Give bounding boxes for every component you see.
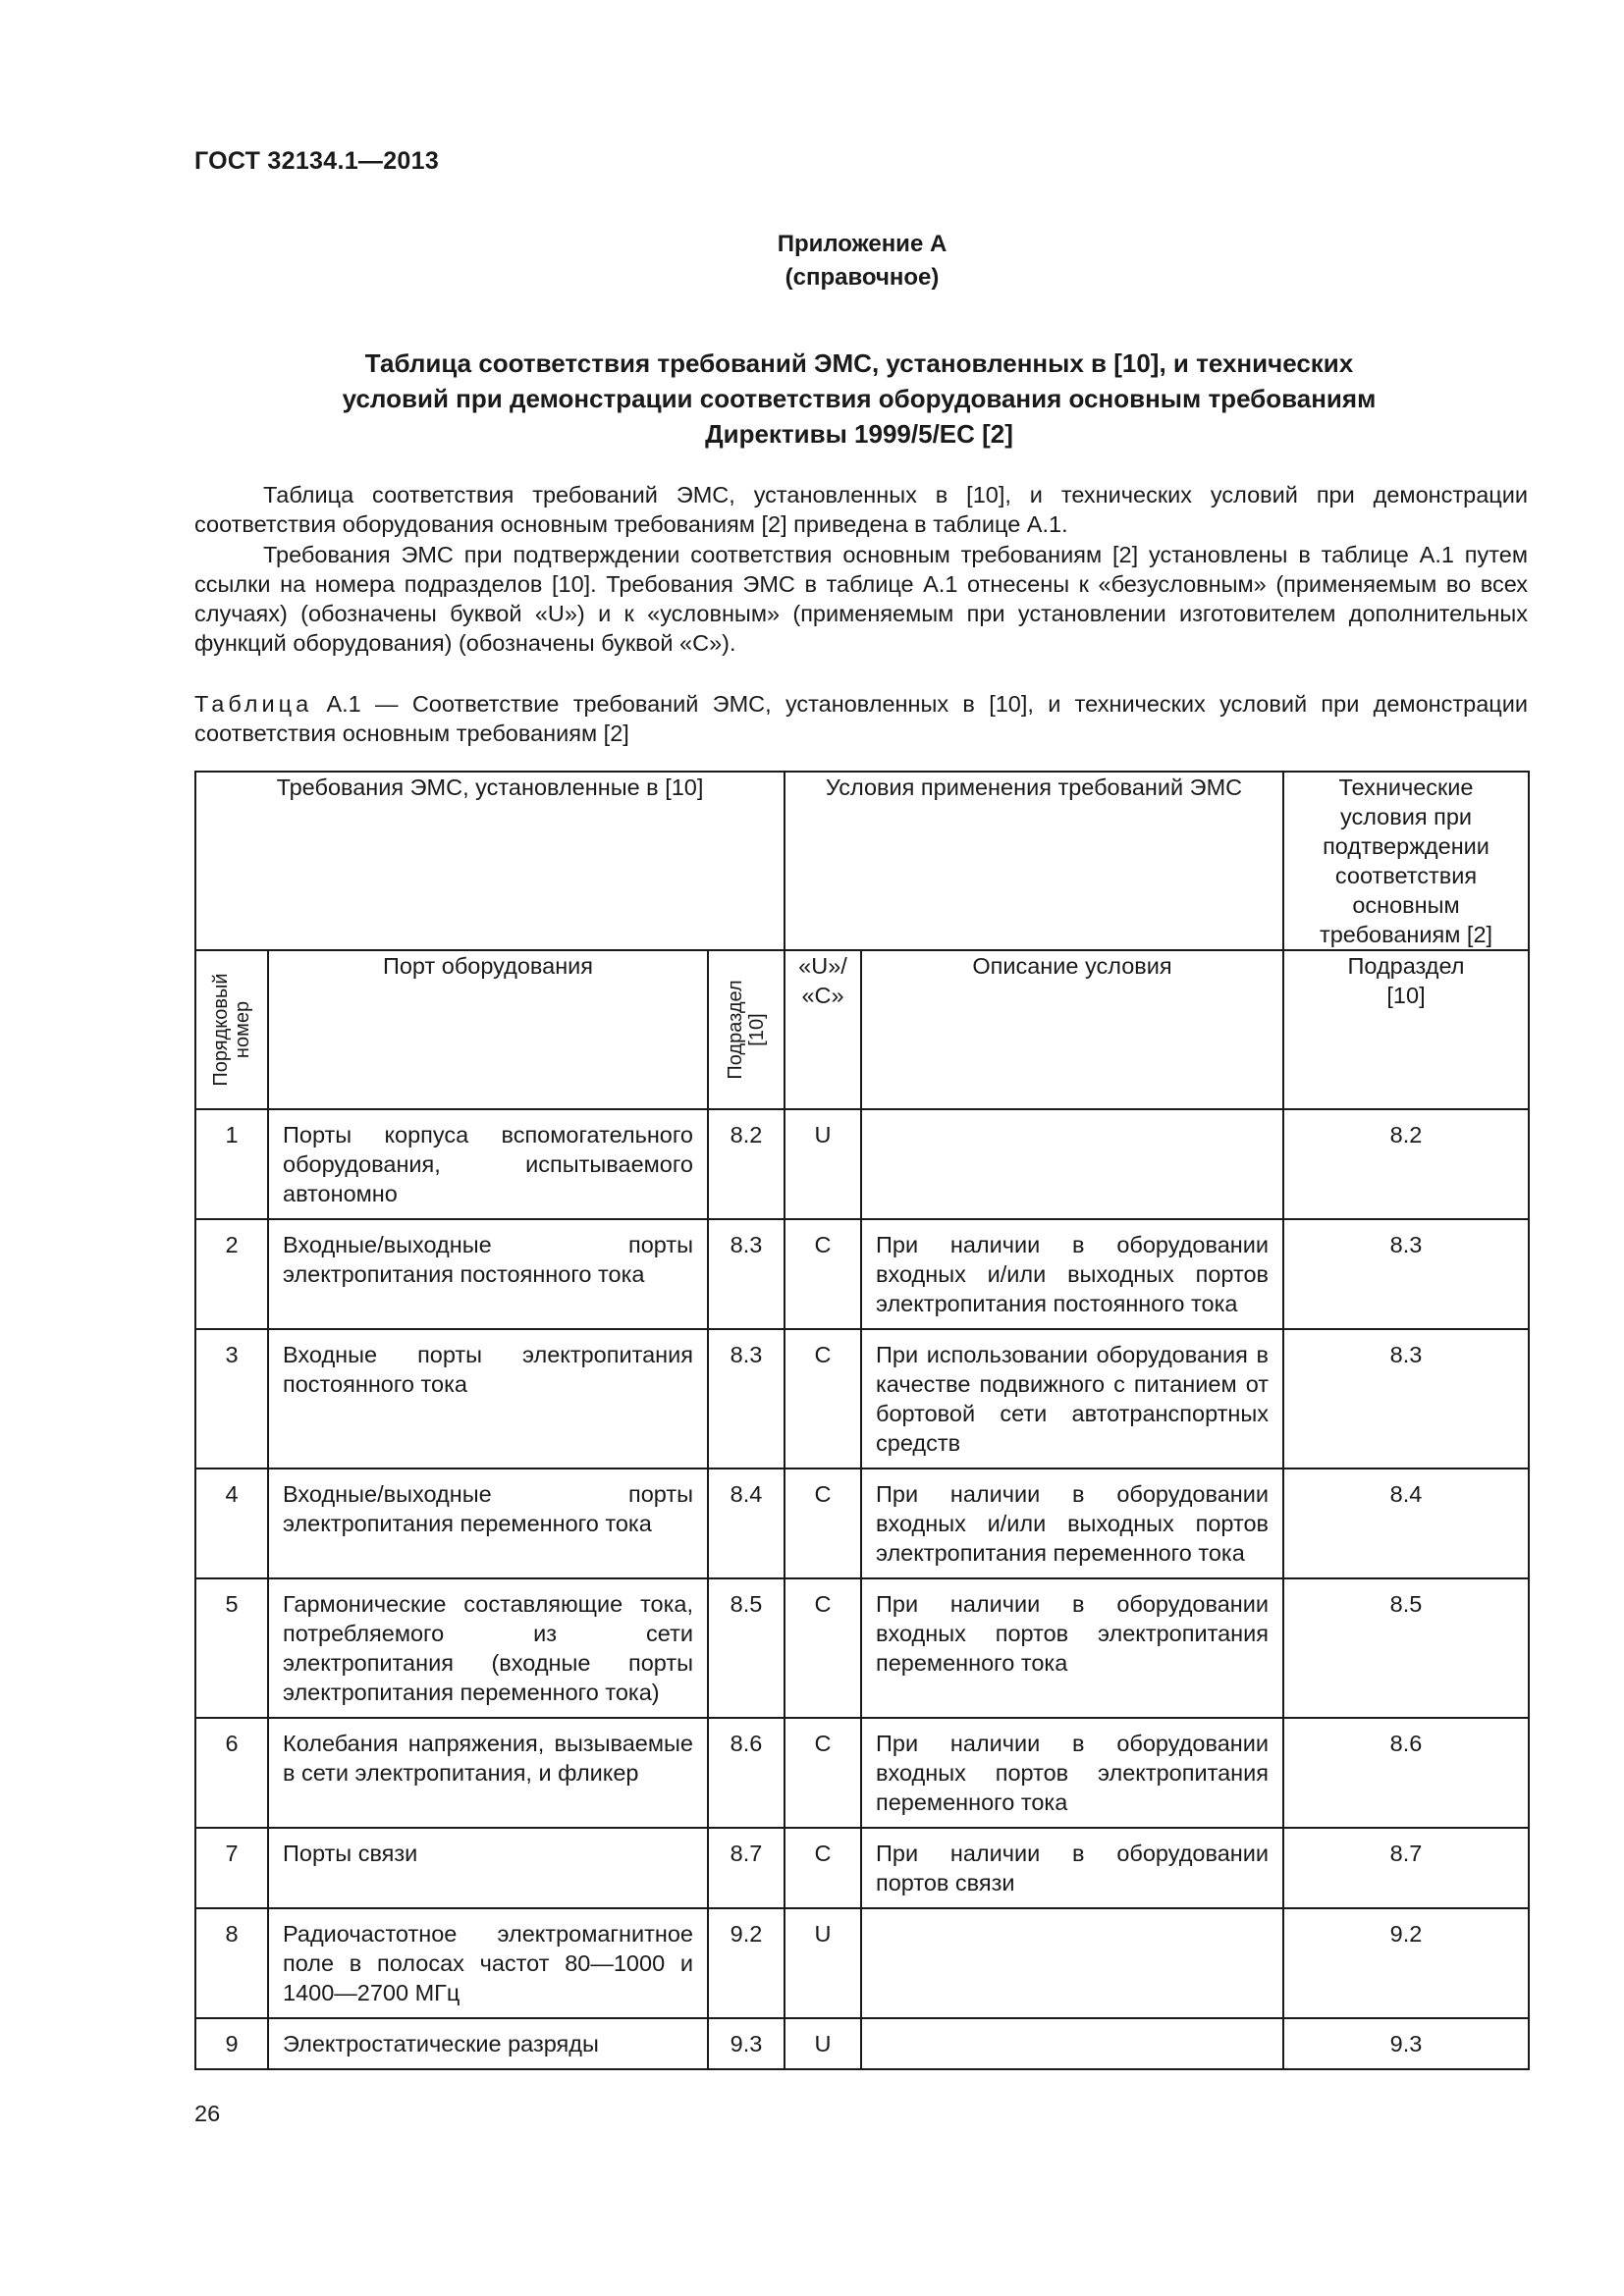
row-subsection: 8.6 bbox=[708, 1718, 785, 1828]
table-row bbox=[195, 1578, 1529, 1718]
paragraph-1: Таблица соответствия требований ЭМС, установленных в [10], и технических условий при демонстрации соответствия оборудования основным требованиям [2] приведена в таблице А.1. bbox=[194, 482, 1528, 537]
table-row bbox=[195, 1828, 1529, 1908]
row-subsection: 8.4 bbox=[708, 1468, 785, 1578]
appendix-title: Приложение А bbox=[777, 231, 947, 257]
row-tc-subsection: 9.2 bbox=[1283, 1908, 1529, 2018]
tc-subsection-header-line-2: [10] bbox=[1386, 983, 1426, 1008]
header-uc bbox=[785, 950, 861, 1109]
row-description bbox=[861, 2018, 1283, 2069]
tech-conditions-line-4: соответствия bbox=[1334, 863, 1478, 888]
row-subsection: 8.5 bbox=[708, 1578, 785, 1718]
row-port: Колебания напряжения, вызываемые в сети электропитания, и фликер bbox=[268, 1718, 708, 1828]
row-uc: U bbox=[785, 1109, 861, 1219]
tc-subsection-header-line-1: Подраздел bbox=[1347, 953, 1465, 979]
row-subsection: 8.3 bbox=[708, 1219, 785, 1329]
header-tc-subsection bbox=[1283, 950, 1529, 1109]
row-port: Входные/выходные порты электропитания переменного тока bbox=[268, 1468, 708, 1578]
table-row bbox=[195, 1329, 1529, 1468]
row-number: 4 bbox=[195, 1468, 268, 1578]
appendix-heading bbox=[194, 228, 1530, 294]
row-number: 2 bbox=[195, 1219, 268, 1329]
row-port: Входные порты электропитания постоянного тока bbox=[268, 1329, 708, 1468]
row-port: Порты связи bbox=[268, 1828, 708, 1908]
row-uc: С bbox=[785, 1468, 861, 1578]
table-row bbox=[195, 1109, 1529, 1219]
row-tc-subsection: 8.3 bbox=[1283, 1219, 1529, 1329]
appendix-type: (справочное) bbox=[785, 264, 940, 291]
row-port: Гармонические составляющие тока, потребляемого из сети электропитания (входные порты электропитания переменного тока) bbox=[268, 1578, 708, 1718]
row-number: 9 bbox=[195, 2018, 268, 2069]
row-uc: С bbox=[785, 1718, 861, 1828]
row-subsection: 8.3 bbox=[708, 1329, 785, 1468]
tech-conditions-line-3: подтверждении bbox=[1323, 833, 1489, 859]
header-port: Порт оборудования bbox=[268, 950, 708, 1109]
row-description: При наличии в оборудовании входных портов электропитания переменного тока bbox=[861, 1718, 1283, 1828]
header-emc-requirements: Требования ЭМС, установленные в [10] bbox=[195, 772, 785, 950]
subsection-header-line-1: Подраздел bbox=[725, 980, 746, 1080]
row-number: 3 bbox=[195, 1329, 268, 1468]
row-subsection: 9.2 bbox=[708, 1908, 785, 2018]
appendix-main-title bbox=[255, 346, 1463, 452]
table-caption bbox=[194, 689, 1528, 748]
row-number: 5 bbox=[195, 1578, 268, 1718]
row-port: Порты корпуса вспомогательного оборудования, испытываемого автономно bbox=[268, 1109, 708, 1219]
row-description: При наличии в оборудовании портов связи bbox=[861, 1828, 1283, 1908]
row-uc: С bbox=[785, 1329, 861, 1468]
row-tc-subsection: 8.4 bbox=[1283, 1468, 1529, 1578]
table-group-header-row bbox=[195, 772, 1529, 950]
row-port: Электростатические разряды bbox=[268, 2018, 708, 2069]
row-uc: С bbox=[785, 1219, 861, 1329]
row-description bbox=[861, 1109, 1283, 1219]
number-header-line-1: Порядковый bbox=[210, 973, 232, 1087]
row-subsection: 8.2 bbox=[708, 1109, 785, 1219]
row-number: 7 bbox=[195, 1828, 268, 1908]
tech-conditions-line-6: требованиям [2] bbox=[1319, 922, 1493, 947]
page-number: 26 bbox=[194, 2101, 221, 2126]
row-tc-subsection: 8.7 bbox=[1283, 1828, 1529, 1908]
header-subsection bbox=[708, 950, 785, 1109]
row-tc-subsection: 8.5 bbox=[1283, 1578, 1529, 1718]
tech-conditions-line-1: Технические bbox=[1338, 774, 1474, 800]
row-description bbox=[861, 1908, 1283, 2018]
row-subsection: 8.7 bbox=[708, 1828, 785, 1908]
title-line-1: Таблица соответствия требований ЭМС, установленных в [10], и технических bbox=[364, 348, 1354, 378]
uc-header-line-2: «С» bbox=[801, 983, 844, 1008]
tech-conditions-line-5: основным bbox=[1352, 892, 1460, 918]
title-line-3: Директивы 1999/5/ЕС [2] bbox=[705, 419, 1013, 449]
row-uc: С bbox=[785, 1578, 861, 1718]
paragraph-2: Требования ЭМС при подтверждении соответствия основным требованиям [2] установлены в таблице А.1 путем ссылки на номера подразделов [10]. Требования ЭМС в таблице А.1 отнесены к «безусловным» (применяемым во всех случаях) (обозначены буквой «U») и к «условным» (применяемым при установлении изготовителем дополнительных функций оборудования) (обозначены буквой «С»). bbox=[194, 542, 1528, 656]
row-description: При наличии в оборудовании входных портов электропитания переменного тока bbox=[861, 1578, 1283, 1718]
row-tc-subsection: 8.3 bbox=[1283, 1329, 1529, 1468]
tech-conditions-line-2: условия при bbox=[1339, 804, 1473, 829]
row-uc: С bbox=[785, 1828, 861, 1908]
header-conditions: Условия применения требований ЭМС bbox=[785, 772, 1283, 950]
table-row bbox=[195, 1468, 1529, 1578]
table-caption-label: Таблица bbox=[194, 691, 313, 717]
table-row bbox=[195, 1219, 1529, 1329]
row-description: При наличии в оборудовании входных и/или выходных портов электропитания постоянного тока bbox=[861, 1219, 1283, 1329]
table-row bbox=[195, 2018, 1529, 2069]
table-column-header-row bbox=[195, 950, 1529, 1109]
uc-header-line-1: «U»/ bbox=[798, 953, 847, 979]
row-number: 6 bbox=[195, 1718, 268, 1828]
row-tc-subsection: 9.3 bbox=[1283, 2018, 1529, 2069]
row-uc: U bbox=[785, 1908, 861, 2018]
row-uc: U bbox=[785, 2018, 861, 2069]
header-description: Описание условия bbox=[861, 950, 1283, 1109]
table-row bbox=[195, 1718, 1529, 1828]
row-description: При наличии в оборудовании входных и/или выходных портов электропитания переменного тока bbox=[861, 1468, 1283, 1578]
row-number: 1 bbox=[195, 1109, 268, 1219]
row-port: Радиочастотное электромагнитное поле в полосах частот 80—1000 и 1400—2700 МГц bbox=[268, 1908, 708, 2018]
header-tech-conditions bbox=[1283, 772, 1529, 950]
row-subsection: 9.3 bbox=[708, 2018, 785, 2069]
row-tc-subsection: 8.6 bbox=[1283, 1718, 1529, 1828]
table-caption-text: А.1 — Соответствие требований ЭМС, установленных в [10], и технических условий при демонстрации соответствия основным требованиям [2] bbox=[194, 691, 1528, 746]
document-code: ГОСТ 32134.1—2013 bbox=[194, 147, 440, 175]
number-header-line-2: номер bbox=[232, 1000, 253, 1059]
row-description: При использовании оборудования в качестве подвижного с питанием от бортовой сети автотранспортных средств bbox=[861, 1329, 1283, 1468]
header-number bbox=[195, 950, 268, 1109]
row-tc-subsection: 8.2 bbox=[1283, 1109, 1529, 1219]
emc-requirements-table bbox=[194, 771, 1530, 2070]
table-row bbox=[195, 1908, 1529, 2018]
row-number: 8 bbox=[195, 1908, 268, 2018]
subsection-header-line-2: [10] bbox=[746, 1013, 768, 1046]
title-line-2: условий при демонстрации соответствия оборудования основным требованиям bbox=[342, 384, 1377, 413]
row-port: Входные/выходные порты электропитания постоянного тока bbox=[268, 1219, 708, 1329]
